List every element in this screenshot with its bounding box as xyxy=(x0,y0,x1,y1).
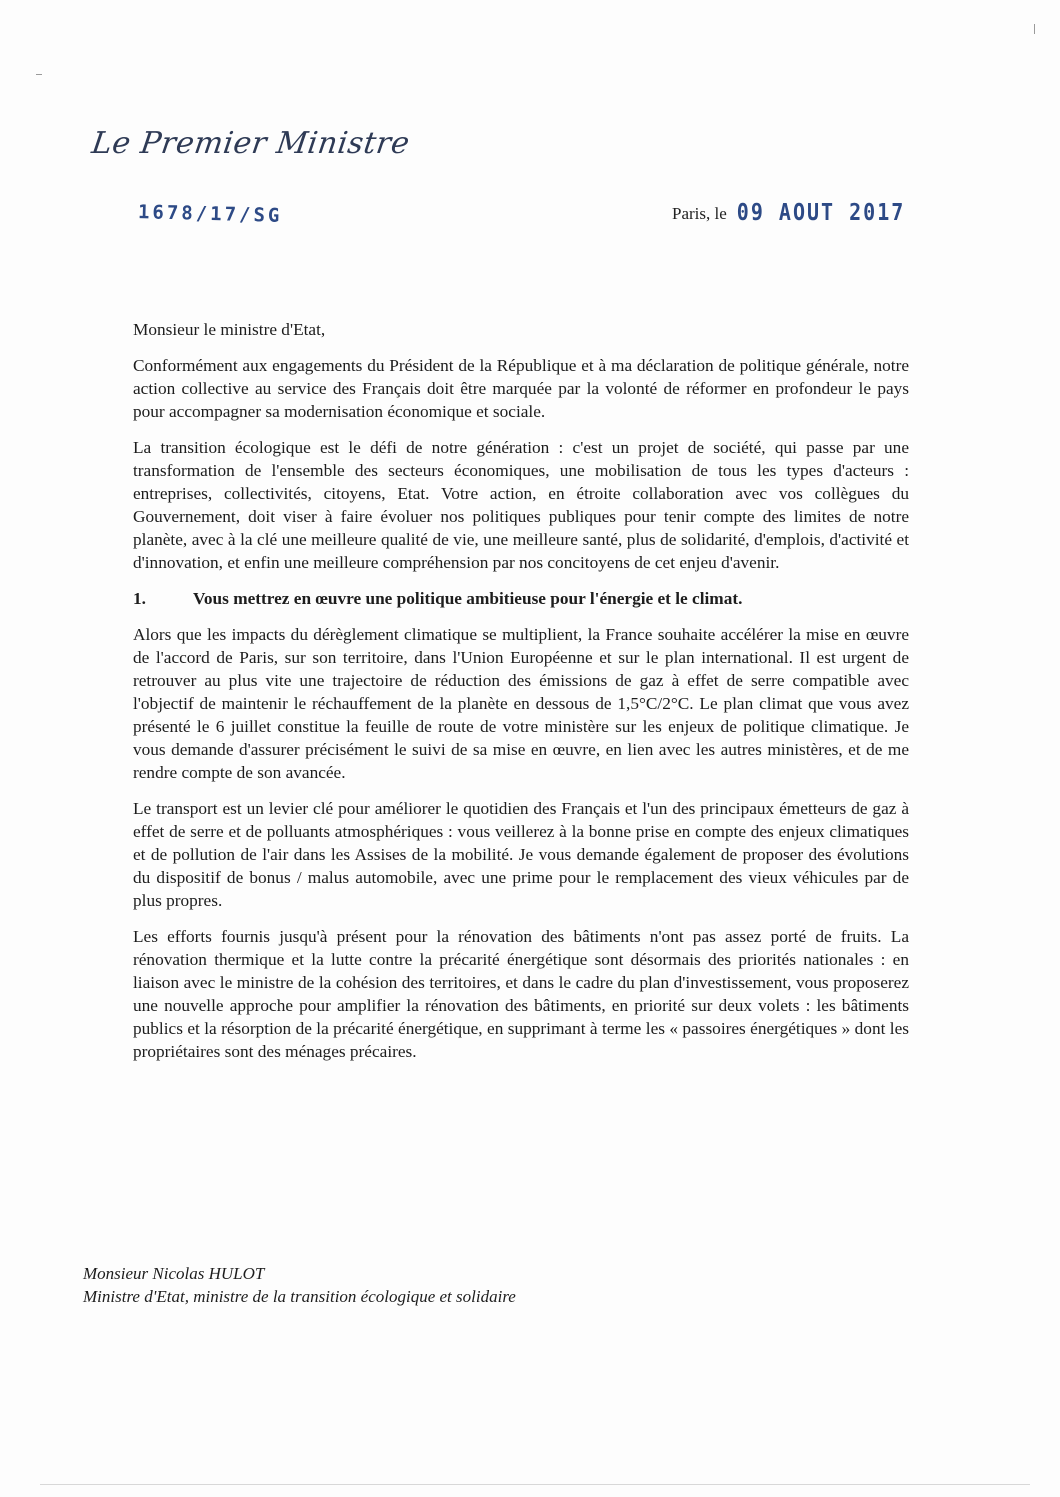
reference-stamp: 1678/17/SG xyxy=(137,201,283,227)
paragraph: Alors que les impacts du dérèglement climatique se multiplient, la France souhaite accélérer la mise en œuvre de l'accord de Paris, sur son territoire, dans l'Union Européenne et sur le plan international. Il est urgent de retrouver au plus vite une trajectoire de réduction des émissions de gaz à effet de serre compatible avec l'objectif de maintenir le réchauffement de la planète en dessous de 1,5°C/2°C. Le plan climat que vous avez présenté le 6 juillet constitue la feuille de route de votre ministère sur les enjeux de politique climatique. Je vous demande d'assurer précisément le suivi de sa mise en œuvre, en lien avec les autres ministères, et de me rendre compte de son avancée. xyxy=(133,625,909,782)
scan-mark xyxy=(1034,24,1035,34)
recipient-name: Monsieur Nicolas HULOT xyxy=(83,1264,265,1283)
letterhead-title: Le Premier Ministre xyxy=(89,126,412,161)
section-heading xyxy=(133,587,909,610)
paragraph: Conformément aux engagements du Président de la République et à ma déclaration de politique générale, notre action collective au service des Français doit être marquée par la volonté de réformer en profondeur le pays pour accompagner sa modernisation économique et sociale. xyxy=(133,356,909,421)
page-bottom-edge xyxy=(40,1484,1030,1485)
date-place: Paris, le xyxy=(672,204,727,223)
salutation: Monsieur le ministre d'Etat, xyxy=(133,320,326,339)
section-number: 1. xyxy=(133,589,146,608)
recipient-block xyxy=(83,1262,516,1308)
paragraph: Les efforts fournis jusqu'à présent pour la rénovation des bâtiments n'ont pas assez porté de fruits. La rénovation thermique et la lutte contre la précarité énergétique sont désormais des priorités nationales : en liaison avec le ministre de la cohésion des territoires, et dans le cadre du plan d'investissement, vous proposerez une nouvelle approche pour amplifier la rénovation des bâtiments, en priorité sur deux volets : les bâtiments publics et la résorption de la précarité énergétique, en supprimant à terme les « passoires énergétiques » dont les propriétaires sont des ménages précaires. xyxy=(133,927,909,1061)
paragraph: La transition écologique est le défi de notre génération : c'est un projet de société, qui passe par une transformation de l'ensemble des secteurs économiques, une mobilisation de tous les types d'acteurs : entreprises, collectivités, citoyens, Etat. Votre action, en étroite collaboration avec vos collègues du Gouvernement, doit viser à faire évoluer nos politiques publiques pour tenir compte des limites de notre planète, avec à la clé une meilleure qualité de vie, une meilleure santé, plus de solidarité, d'emplois, d'activité et d'innovation, et enfin une meilleure compréhension par nos concitoyens de cet enjeu d'avenir. xyxy=(133,438,909,572)
date-stamp: 09 AOUT 2017 xyxy=(736,198,906,226)
date-line xyxy=(672,200,905,224)
scan-mark xyxy=(36,74,42,75)
section-title: Vous mettrez en œuvre une politique ambitieuse pour l'énergie et le climat. xyxy=(193,589,743,608)
recipient-title: Ministre d'Etat, ministre de la transition écologique et solidaire xyxy=(83,1287,516,1306)
letter-body xyxy=(133,318,909,1076)
paragraph: Le transport est un levier clé pour améliorer le quotidien des Français et l'un des principaux émetteurs de gaz à effet de serre et de polluants atmosphériques : vous veillerez à la bonne prise en compte des enjeux climatiques et de pollution de l'air dans les Assises de la mobilité. Je vous demande également de proposer des évolutions du dispositif de bonus / malus automobile, avec une prime pour le remplacement des vieux véhicules par de plus propres. xyxy=(133,799,909,910)
